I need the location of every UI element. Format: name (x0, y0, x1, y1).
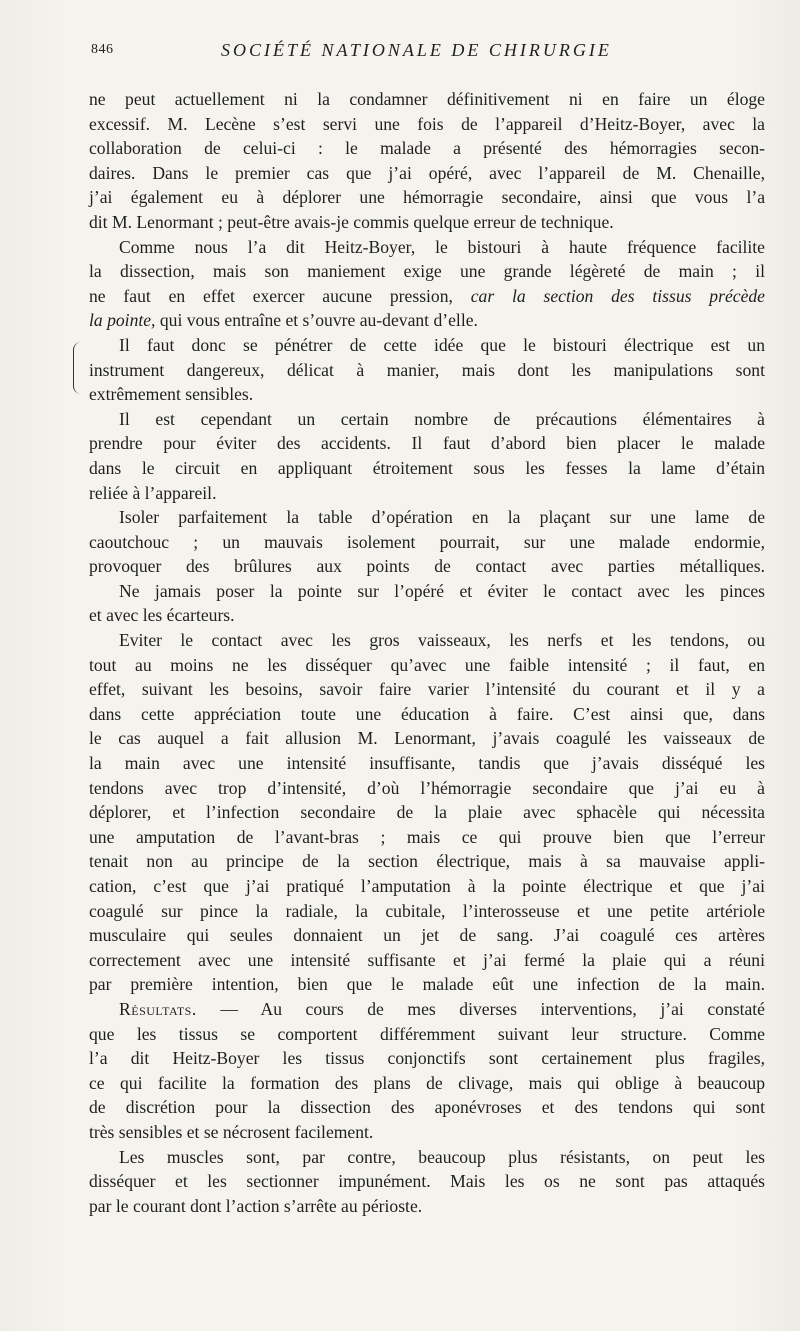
text-line: déplorer, et l’infection secondaire de la plaie avec sphacèle qui nécessita (89, 802, 765, 823)
text-segment: — Au cours de mes diverses interventions, j’ai constaté (220, 998, 765, 1019)
paragraph (89, 87, 765, 235)
page-header (91, 42, 764, 66)
text-line (89, 997, 765, 1022)
text-line: j’ai également eu à déplorer une hémorragie secondaire, ainsi que vous l’a (89, 187, 765, 208)
paragraph (89, 407, 765, 505)
text-line: ce qui facilite la formation des plans de clivage, mais qui oblige à beaucoup (89, 1072, 765, 1093)
text-line: par première intention, bien que le malade eût une infection de la main. (89, 974, 765, 995)
paragraph (89, 997, 765, 1145)
text-line: Il est cependant un certain nombre de précautions élémentaires à (119, 408, 765, 429)
text-line (89, 308, 765, 333)
italic-text-segment: car la section des tissus précède (470, 285, 765, 306)
text-line: prendre pour éviter des accidents. Il faut d’abord bien placer le malade (89, 433, 765, 454)
section-heading: Résultats. (119, 998, 197, 1019)
text-line: Ne jamais poser la pointe sur l’opéré et éviter le contact avec les pinces (119, 580, 765, 601)
running-title: SOCIÉTÉ NATIONALE DE CHIRURGIE (221, 40, 612, 60)
text-line: dans cette appréciation toute une éducation à faire. C’est ainsi que, dans (89, 703, 765, 724)
text-line: une amputation de l’avant-bras ; mais ce qui prouve bien que l’erreur (89, 826, 765, 847)
text-line: très sensibles et se nécrosent facilement. (89, 1121, 374, 1142)
paragraph (89, 628, 765, 997)
text-line: par le courant dont l’action s’arrête au périoste. (89, 1195, 423, 1216)
text-segment: qui vous entraîne et s’ouvre au-devant d’elle. (159, 310, 478, 331)
paragraph (89, 579, 765, 628)
page-number: 846 (91, 42, 114, 57)
text-line: le cas auquel a fait allusion M. Lenormant, j’avais coagulé les vaisseaux de (89, 728, 765, 749)
text-line: Il faut donc se pénétrer de cette idée que le bistouri électrique est un (119, 334, 765, 355)
text-line: de discrétion pour la dissection des aponévroses et des tendons qui sont (89, 1097, 765, 1118)
text-line: l’a dit Heitz-Boyer les tissus conjonctifs sont certainement plus fragiles, (89, 1048, 765, 1069)
text-line (89, 284, 765, 309)
text-line: dit M. Lenormant ; peut-être avais-je commis quelque erreur de technique. (89, 211, 614, 232)
text-line: la main avec une intensité insuffisante, tandis que j’avais disséqué les (89, 753, 765, 774)
paragraph (89, 505, 765, 579)
text-line: Eviter le contact avec les gros vaisseaux, les nerfs et les tendons, ou (119, 630, 765, 651)
text-line: tenait non au principe de la section électrique, mais à sa mauvaise appli- (89, 851, 765, 872)
text-line: reliée à l’appareil. (89, 482, 217, 503)
text-line: correctement avec une intensité suffisante et j’ai fermé la plaie qui a réuni (89, 949, 765, 970)
text-line: excessif. M. Lecène s’est servi une fois de l’appareil d’Heitz-Boyer, avec la (89, 113, 765, 134)
margin-bracket-mark (73, 342, 82, 394)
text-line: ne peut actuellement ni la condamner définitivement ni en faire un éloge (89, 89, 765, 109)
text-line: instrument dangereux, délicat à manier, mais dont les manipulations sont (89, 359, 765, 380)
text-line: tout au moins ne les disséquer qu’avec une faible intensité ; il faut, en (89, 654, 765, 675)
text-line: disséquer et les sectionner impunément. Mais les os ne sont pas attaqués (89, 1171, 765, 1192)
text-line: caoutchouc ; un mauvais isolement pourrait, sur une malade endormie, (89, 531, 765, 552)
text-segment: ne faut en effet exercer aucune pression, (89, 285, 453, 306)
paragraph (89, 333, 765, 407)
text-line: Isoler parfaitement la table d’opération en la plaçant sur une lame de (119, 507, 765, 528)
text-line: Comme nous l’a dit Heitz-Boyer, le bistouri à haute fréquence facilite (119, 236, 765, 257)
text-line: tendons avec trop d’intensité, d’où l’hémorragie secondaire que j’ai eu à (89, 777, 765, 798)
text-line: effet, suivant les besoins, savoir faire varier l’intensité du courant et il y a (89, 679, 765, 700)
text-line: que les tissus se comportent différemment suivant leur structure. Comme (89, 1023, 765, 1044)
paragraph (89, 1145, 765, 1219)
text-line: et avec les écarteurs. (89, 605, 235, 626)
text-line: collaboration de celui-ci : le malade a présenté des hémorragies secon- (89, 138, 765, 159)
paragraph (89, 235, 765, 333)
text-line: extrêmement sensibles. (89, 384, 254, 405)
text-line: Les muscles sont, par contre, beaucoup plus résistants, on peut les (119, 1146, 765, 1167)
text-line: coagulé sur pince la radiale, la cubitale, l’interosseuse et une petite artériole (89, 900, 765, 921)
text-line: daires. Dans le premier cas que j’ai opéré, avec l’appareil de M. Chenaille, (89, 162, 765, 183)
body-text (89, 87, 765, 1218)
italic-text-segment: la pointe, (89, 310, 156, 331)
text-line: cation, c’est que j’ai pratiqué l’amputation à la pointe électrique et que j’ai (89, 876, 765, 896)
text-line: provoquer des brûlures aux points de contact avec parties métalliques. (89, 556, 765, 577)
text-line: musculaire qui seules donnaient un jet de sang. J’ai coagulé ces artères (89, 925, 765, 946)
text-line: dans le circuit en appliquant étroitement sous les fesses la lame d’étain (89, 457, 765, 478)
text-line: la dissection, mais son maniement exige une grande légèreté de main ; il (89, 261, 765, 282)
